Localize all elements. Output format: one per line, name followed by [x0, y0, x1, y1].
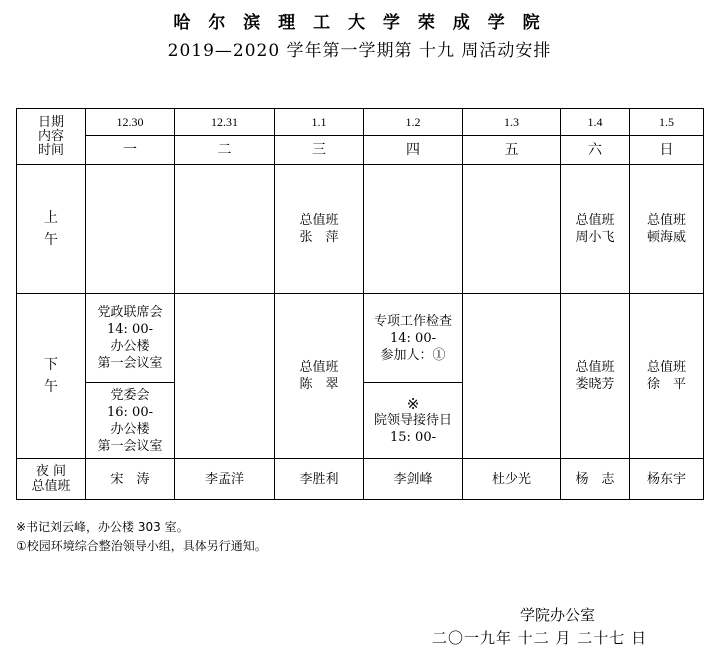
- schedule-subtitle: 2019—2020 学年第一学期第 十九 周活动安排: [167, 41, 552, 61]
- issuing-office: 学院办公室: [520, 606, 596, 624]
- schedule-cell: [364, 383, 463, 459]
- duty-cell: 李孟洋: [175, 459, 275, 500]
- corner-date-label: 日期: [37, 114, 64, 130]
- weekday-cell: 五: [463, 136, 561, 165]
- corner-header: [17, 109, 86, 165]
- schedule-cell: 党委会 16: 00- 办公楼 第一会议室: [86, 383, 175, 459]
- date-cell: 12.30: [86, 109, 175, 136]
- corner-time-label: 时间: [37, 142, 64, 158]
- schedule-cell: 总值班 娄晓芳: [561, 294, 630, 459]
- schedule-cell: [364, 165, 463, 294]
- reception-mark: ※: [406, 394, 420, 413]
- duty-cell: 宋 涛: [86, 459, 175, 500]
- weekday-cell: 四: [364, 136, 463, 165]
- date-cell: 1.2: [364, 109, 463, 136]
- schedule-cell: 党政联席会 14: 00- 办公楼 第一会议室: [86, 294, 175, 383]
- schedule-cell: 专项工作检查 14: 00- 参加人：①: [364, 294, 463, 383]
- date-cell: 12.31: [175, 109, 275, 136]
- night-row: [17, 459, 704, 500]
- note-secretary: ※书记刘云峰，办公楼 303 室。: [16, 520, 189, 534]
- schedule-cell: 总值班 顿海威: [630, 165, 704, 294]
- date-row: [17, 109, 704, 136]
- night-duty-label: 夜 间 总值班: [17, 459, 86, 500]
- date-cell: 1.1: [275, 109, 364, 136]
- schedule-cell: [463, 165, 561, 294]
- reception-text: 院领导接待日 15: 00-: [373, 412, 452, 445]
- schedule-cell: 总值班 张 萍: [275, 165, 364, 294]
- duty-cell: 杨东宇: [630, 459, 704, 500]
- duty-cell: 李胜利: [275, 459, 364, 500]
- weekday-row: [17, 136, 704, 165]
- date-cell: 1.5: [630, 109, 704, 136]
- weekday-cell: 二: [175, 136, 275, 165]
- morning-row: [17, 165, 704, 294]
- schedule-cell: 总值班 徐 平: [630, 294, 704, 459]
- afternoon-row-top: [17, 294, 704, 383]
- weekday-cell: 一: [86, 136, 175, 165]
- weekday-cell: 日: [630, 136, 704, 165]
- institution-title: 哈 尔 滨 理 工 大 学 荣 成 学 院: [173, 13, 546, 33]
- weekly-schedule-table: [16, 108, 704, 500]
- weekday-cell: 三: [275, 136, 364, 165]
- schedule-cell: 总值班 周小飞: [561, 165, 630, 294]
- date-cell: 1.3: [463, 109, 561, 136]
- corner-content-label: 内容: [37, 128, 64, 144]
- schedule-cell: 总值班 陈 翠: [275, 294, 364, 459]
- duty-cell: 杨 志: [561, 459, 630, 500]
- schedule-cell: [175, 165, 275, 294]
- duty-cell: 杜少光: [463, 459, 561, 500]
- note-participants: ①校园环境综合整治领导小组，具体另行通知。: [16, 539, 267, 553]
- schedule-cell: [463, 294, 561, 459]
- schedule-cell: [175, 294, 275, 459]
- date-cell: 1.4: [561, 109, 630, 136]
- weekday-cell: 六: [561, 136, 630, 165]
- afternoon-label: 下 午: [17, 294, 86, 459]
- schedule-cell: [86, 165, 175, 294]
- issue-date: 二〇一九年 十二 月 二十七 日: [432, 629, 648, 647]
- morning-label: 上 午: [17, 165, 86, 294]
- duty-cell: 李剑峰: [364, 459, 463, 500]
